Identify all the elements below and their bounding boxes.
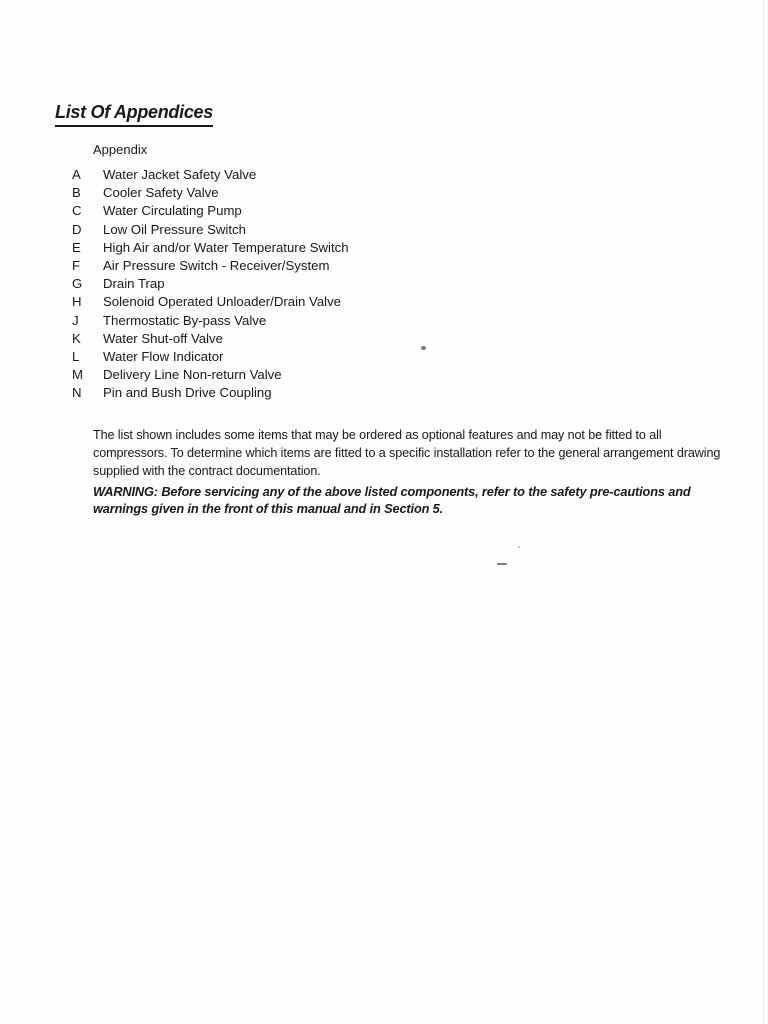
optional-items-note: The list shown includes some items that may be ordered as optional features and may not be fitted to all compressors. To determine which items are fitted to a specific installation refer to the general arrangement drawing supplied with the contract documentation. [93,428,721,478]
appendix-letter: C [72,203,82,219]
appendix-list [72,166,349,402]
appendix-label: Water Flow Indicator [103,348,224,364]
list-item [72,366,349,384]
list-item [72,184,349,202]
appendix-letter: M [72,367,83,383]
list-item [72,257,349,275]
page-title: List Of Appendices [55,100,213,127]
appendix-letter: B [72,185,81,201]
appendix-letter: E [72,239,81,255]
list-item [72,312,349,330]
appendix-label: Air Pressure Switch - Receiver/System [103,257,330,273]
appendix-letter: H [72,294,82,310]
appendix-label: High Air and/or Water Temperature Switch [103,239,349,255]
appendix-letter: L [72,348,80,364]
scan-speck [497,563,507,565]
appendix-label: Water Circulating Pump [103,203,242,219]
appendix-letter: D [72,221,82,237]
appendix-letter: N [72,385,82,401]
appendix-label: Solenoid Operated Unloader/Drain Valve [103,294,342,310]
appendix-letter: G [72,276,83,292]
appendix-label: Thermostatic By-pass Valve [103,312,267,328]
appendix-letter: K [72,330,81,346]
appendix-letter: J [72,312,79,328]
appendix-letter: A [72,167,81,182]
appendix-column-heading: Appendix [93,142,148,157]
list-item [72,348,349,366]
list-item [72,384,349,402]
appendix-label: Low Oil Pressure Switch [103,221,246,237]
list-item [72,330,349,348]
scan-edge-line [763,0,764,1024]
appendix-letter: F [72,257,81,273]
appendix-label: Water Shut-off Valve [103,330,223,346]
scan-speck [518,546,520,548]
list-item [72,275,349,293]
appendix-label: Water Jacket Safety Valve [103,167,257,182]
appendix-label: Cooler Safety Valve [103,185,219,201]
appendix-label: Pin and Bush Drive Coupling [103,385,272,401]
appendix-label: Delivery Line Non-return Valve [103,367,282,383]
list-item [72,202,349,220]
warning-paragraph: WARNING: Before servicing any of the above listed components, refer to the safety pre-cautions and warnings given in the front of this manual and in Section 5. [93,484,691,516]
list-item [72,293,349,311]
appendix-label: Drain Trap [103,276,165,292]
list-item [72,221,349,239]
list-item [72,239,349,257]
list-item [72,166,349,184]
scan-speck [421,346,426,350]
